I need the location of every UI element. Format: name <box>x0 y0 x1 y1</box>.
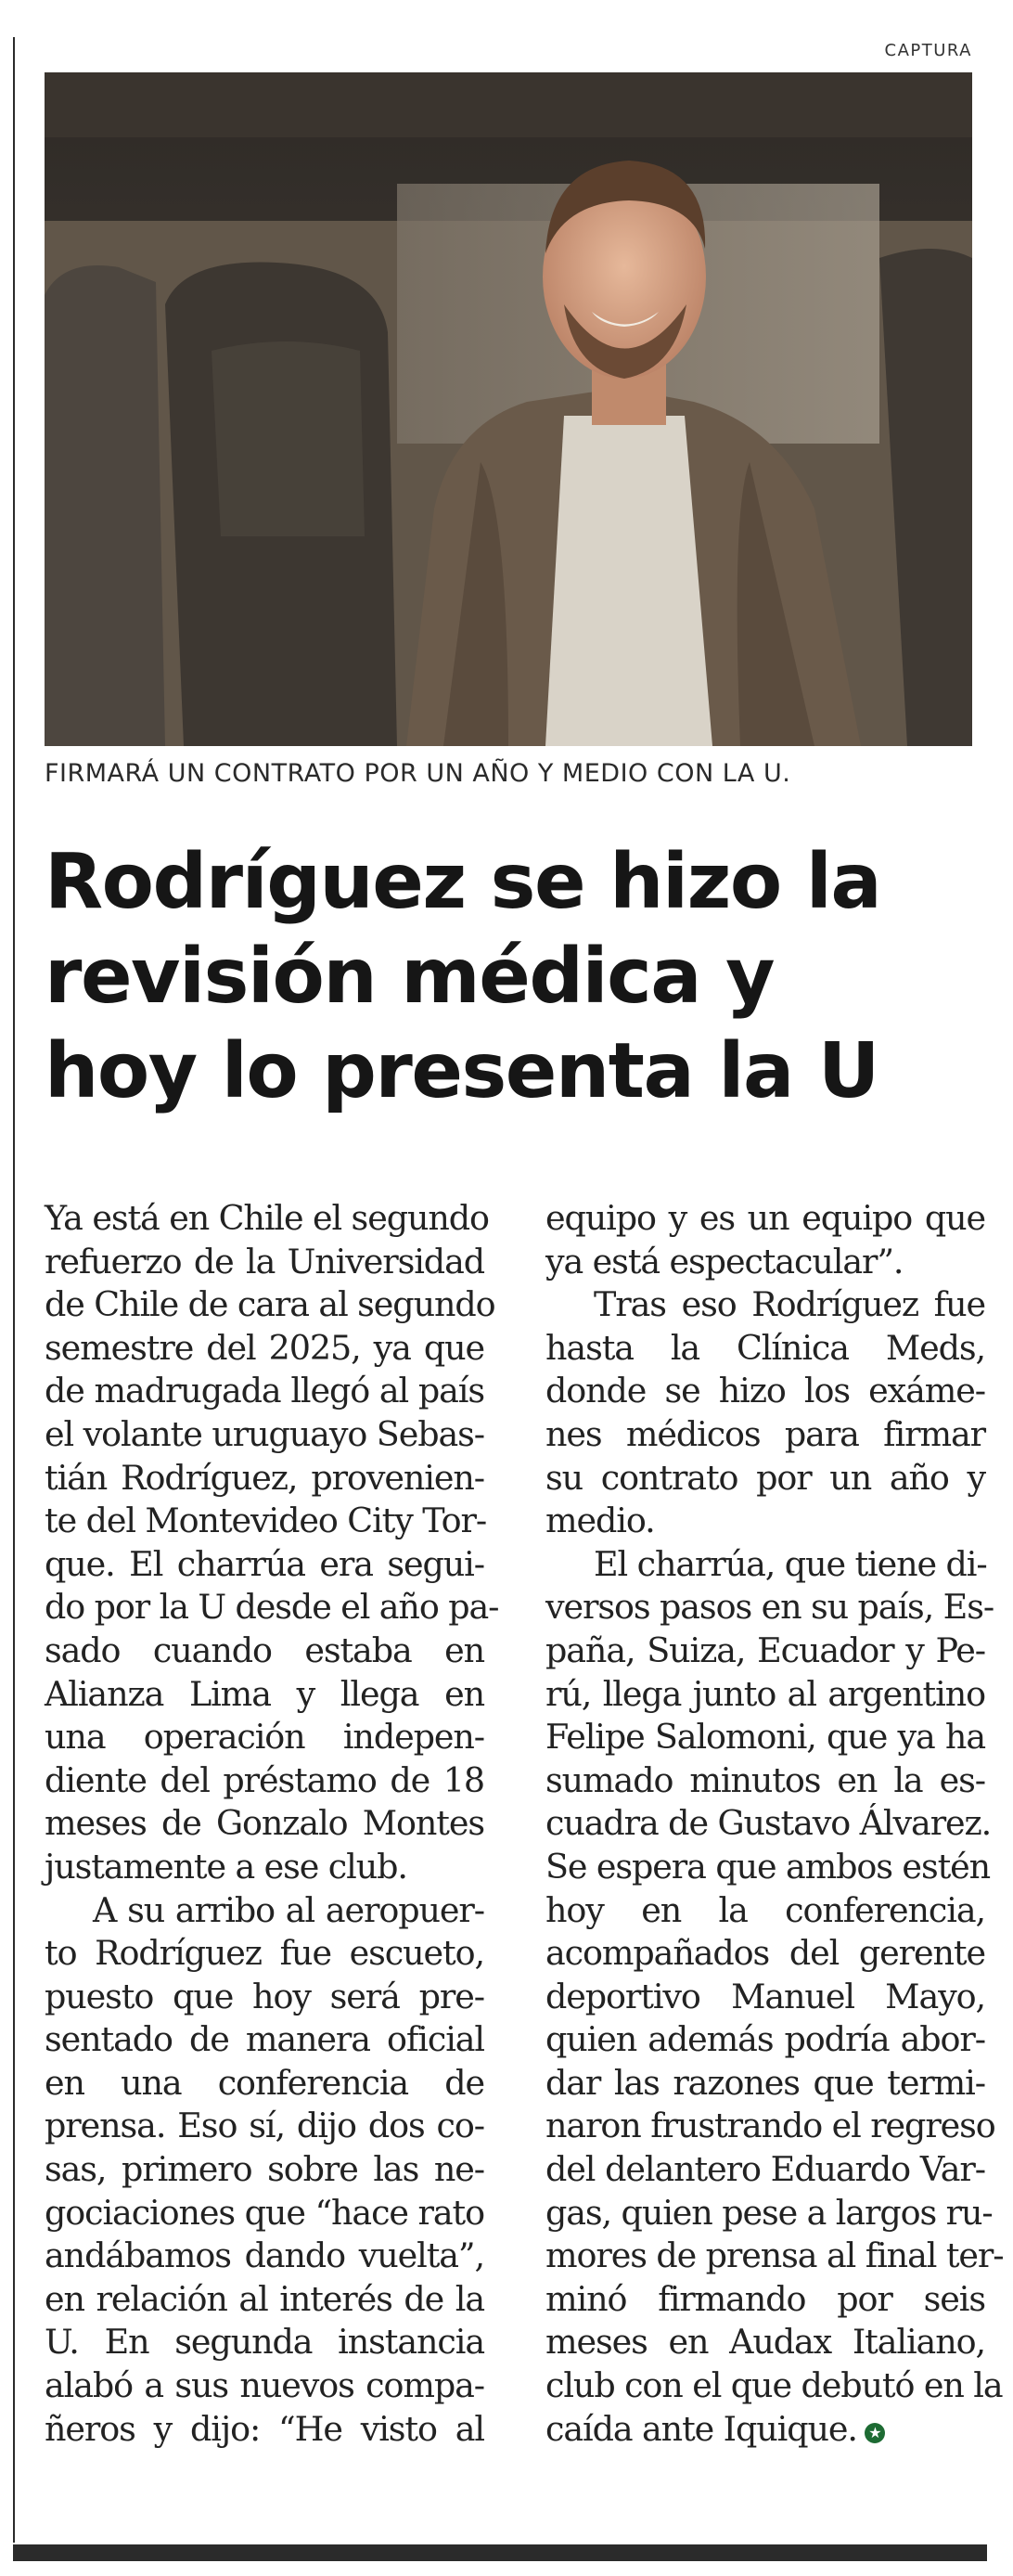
body-line: club con el que debutó en la <box>545 2365 1003 2406</box>
headline <box>45 835 981 1119</box>
body-line: ñeros y dijo: “He visto al <box>45 2408 484 2449</box>
body-line: sado cuando estaba en <box>45 1629 484 1670</box>
article-photo <box>45 72 972 746</box>
body-line: en relación al interés de la <box>45 2278 484 2319</box>
body-line: en una conferencia de <box>45 2062 484 2103</box>
body-column-right <box>545 1197 1004 2451</box>
body-line: hasta la Clínica Meds, <box>545 1327 985 1368</box>
headline-line: hoy lo presenta la U <box>45 1027 878 1115</box>
body-line: gas, quien pese a largos ru- <box>545 2192 993 2233</box>
body-line: semestre del 2025, ya que <box>45 1327 484 1368</box>
body-line: versos pasos en su país, Es- <box>545 1587 994 1628</box>
body-line: sumado minutos en la es- <box>545 1759 985 1800</box>
body-line: paña, Suiza, Ecuador y Pe- <box>545 1629 985 1670</box>
star-in-circle-icon: ★ <box>865 2423 885 2443</box>
body-line: El charrúa, que tiene di- <box>594 1543 987 1584</box>
body-column-left <box>45 1197 499 2451</box>
body-line: rú, llega junto al argentino <box>545 1673 985 1714</box>
body-line: do por la U desde el año pa- <box>45 1587 499 1628</box>
body-line: sentado de manera oficial <box>45 2019 484 2060</box>
body-line-text: caída ante Iquique. <box>545 2408 857 2449</box>
body-line: A su arribo al aeropuer- <box>93 1889 484 1930</box>
body-line: dar las razones que termi- <box>545 2062 985 2103</box>
body-line: to Rodríguez fue escueto, <box>45 1933 484 1974</box>
body-line: de madrugada llegó al país <box>45 1371 484 1411</box>
left-column-rule <box>13 37 15 2543</box>
body-line: ya está espectacular”. <box>545 1241 904 1282</box>
body-line: Se espera que ambos estén <box>545 1846 991 1887</box>
body-line: una operación indepen- <box>45 1717 484 1758</box>
body-line: andábamos dando vuelta”, <box>45 2235 484 2276</box>
body-line: hoy en la conferencia, <box>545 1889 985 1930</box>
body-line: prensa. Eso sí, dijo dos co- <box>45 2106 484 2146</box>
body-line: refuerzo de la Universidad <box>45 1241 484 1282</box>
photo-caption: FIRMARÁ UN CONTRATO POR UN AÑO Y MEDIO CON LA U. <box>45 759 791 788</box>
body-line: puesto que hoy será pre- <box>45 1976 484 2016</box>
body-line: meses de Gonzalo Montes <box>45 1803 484 1844</box>
body-line: te del Montevideo City Tor- <box>45 1501 487 1541</box>
body-line: gociaciones que “hace rato <box>45 2192 484 2233</box>
body-line: equipo y es un equipo que <box>545 1198 985 1238</box>
body-line: minó firmando por seis <box>545 2278 985 2319</box>
body-line: alabó a sus nuevos compa- <box>45 2365 484 2406</box>
body-line: Felipe Salomoni, que ya ha <box>545 1717 985 1758</box>
body-line: deportivo Manuel Mayo, <box>545 1976 985 2016</box>
body-line: de Chile de cara al segundo <box>45 1284 495 1325</box>
body-line: mores de prensa al final ter- <box>545 2235 1004 2276</box>
body-line: donde se hizo los exáme- <box>545 1371 985 1411</box>
body-line: meses en Audax Italiano, <box>545 2322 985 2363</box>
photo-credit: CAPTURA <box>884 41 972 60</box>
body-line: que. El charrúa era segui- <box>45 1543 484 1584</box>
body-line-last <box>545 2408 985 2452</box>
body-line: U. En segunda instancia <box>45 2322 484 2363</box>
body-line: naron frustrando el regreso <box>545 2106 995 2146</box>
body-line: Tras eso Rodríguez fue <box>594 1284 985 1325</box>
bottom-rule <box>13 2544 987 2561</box>
body-line: acompañados del gerente <box>545 1933 985 1974</box>
body-line: diente del préstamo de 18 <box>45 1759 484 1800</box>
body-line: nes médicos para firmar <box>545 1413 985 1454</box>
body-line: Ya está en Chile el segundo <box>45 1198 489 1238</box>
photo-illustration <box>45 72 972 746</box>
body-line: sas, primero sobre las ne- <box>45 2149 484 2190</box>
body-line: medio. <box>545 1501 655 1541</box>
body-line: justamente a ese club. <box>45 1846 407 1887</box>
body-line: su contrato por un año y <box>545 1457 985 1498</box>
headline-line: revisión médica y <box>45 933 775 1021</box>
body-line: tián Rodríguez, provenien- <box>45 1457 484 1498</box>
body-line: Alianza Lima y llega en <box>45 1673 484 1714</box>
headline-line: Rodríguez se hizo la <box>45 838 881 926</box>
body-line: quien además podría abor- <box>545 2019 985 2060</box>
body-line: del delantero Eduardo Var- <box>545 2149 985 2190</box>
body-line: cuadra de Gustavo Álvarez. <box>545 1803 992 1844</box>
body-line: el volante uruguayo Sebas- <box>45 1413 484 1454</box>
